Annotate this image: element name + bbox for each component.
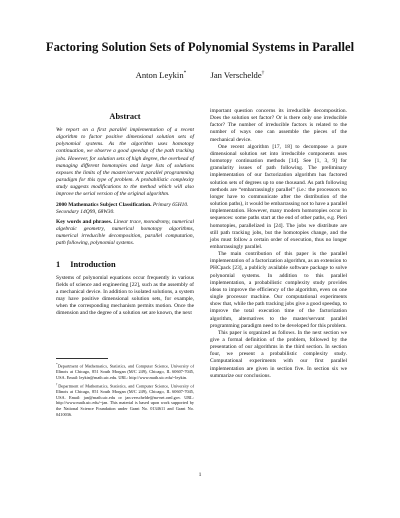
page-number: 1 bbox=[198, 472, 202, 478]
author-leykin bbox=[136, 70, 187, 80]
author-footnote-mark: † bbox=[261, 70, 265, 77]
author-verschelde bbox=[210, 70, 264, 80]
author-list bbox=[0, 70, 400, 80]
right-paragraph-4: This paper is organized as follows. In the next section we give a formal definition of the problem, followed by the presentation of our algorithms in the third section. In section four, we present a probabilistic complexity study. Computational experiments with our first parallel implementation are given in section five. In section six we summarize our conclusions. bbox=[210, 329, 347, 379]
abstract-text: We report on a first parallel implementation of a recent algorithm to factor positive dimensional solution sets of polynomial systems. As the algorithm uses homotopy continuation, we observe a good speedup of the path tracking jobs. However, for solution sets of high degree, the overhead of managing different homotopies and large lists of solutions exposes the limits of the master/servant parallel programming paradigm for this type of problem. A probabilistic complexity study suggests modifications to the method which will also improve the serial version of the original algorithm. bbox=[56, 127, 194, 198]
keywords-value: Linear trace, monodromy, numerical algebraic geometry, numerical homotopy algorithms, numerical irreducible decomposition, parallel computation, path following, polynomial systems. bbox=[56, 218, 195, 247]
footnote-leykin bbox=[56, 362, 194, 380]
intro-paragraph-1: Systems of polynomial equations occur frequently in various fields of science and engineering [22], such as the assembly of a mechanical device. In addition to isolated solutions, a system may have positive dimensional solution sets, for example, when the corresponding mechanism permits motion. Once the dimension and the degree of a solution set are known, the next bbox=[56, 274, 194, 317]
author-name: Jan Verschelde bbox=[210, 70, 262, 80]
section-number: 1 bbox=[56, 259, 61, 269]
msc-value: Primary 65H10. Secondary 14Q99, 68W30. bbox=[56, 201, 189, 215]
keywords-label: Key words and phrases. bbox=[56, 218, 113, 225]
paper-title: Factoring Solution Sets of Polynomial Systems in Parallel bbox=[45, 40, 355, 54]
left-column bbox=[56, 108, 194, 317]
right-paragraph-3: The main contribution of this paper is the parallel implementation of a factorization algorithm, as an extension to PHCpack [23], a publicly available software package to solve polynomial systems. In addition to this parallel implementation, a probabilistic complexity study provides ideas to improve the efficiency of the algorithm, even on one single processor machine. Our computational experiments show that, while the path tracking jobs give a good speedup, to improve the total execution time of the factorization algorithm, alternatives to the master/servant parallel programming paradigm need to be developed for this problem. bbox=[210, 251, 347, 329]
msc-classification bbox=[56, 202, 194, 216]
section-title: Introduction bbox=[70, 259, 116, 269]
footnote-text: Department of Mathematics, Statistics, and Computer Science, University of Illinois at Chicago, 851 South Morgan (M/C 249), Chicago, IL 60607-7045, USA. Email: leykin@math.uic.edu. URL: http://www.math.uic.edu/~leykin. bbox=[56, 363, 194, 380]
msc-label: 2000 Mathematics Subject Classification. bbox=[56, 201, 152, 208]
right-paragraph-2: One recent algorithm [17, 18] to decompose a pure dimensional solution set into irreducible components uses homotopy continuation methods [14]. See [1, 3, 9] for granularity issues of path following. The preliminary implementation of our factorization algorithm has factored solution sets of degrees up to one thousand. As path following methods are “embarrassingly parallel” (i.e.: the processors no longer have to communicate after the distribution of the solution paths), it would be embarrassing not to have a parallel implementation. However, many modern homotopies occur in sequences: some paths start at the end of other paths, e.g. Pieri homotopies, parallelized in [24]. The jobs we distribute are still path tracking jobs, but the homotopies change, and the jobs must follow a certain order of execution, thus no longer embarrassingly parallel. bbox=[210, 143, 347, 250]
footnote-text: Department of Mathematics, Statistics, and Computer Science, University of Illinois at Chicago, 851 South Morgan (M/C 249), Chicago, IL 60607-7045, USA. Email: jan@math.uic.edu or jan.verschelde@na-net.ornl.gov. URL: http://www.math.uic.edu/~jan. This material is based upon work supported by the National Science Foundation under Grant No. 0134611 and Grant No. 0410036. bbox=[56, 383, 195, 417]
author-name: Anton Leykin bbox=[135, 70, 184, 80]
footnote-verschelde bbox=[56, 382, 194, 417]
author-footnote-mark: * bbox=[183, 70, 187, 77]
keywords bbox=[56, 219, 194, 248]
footnote-mark: * bbox=[56, 362, 58, 366]
footnotes bbox=[56, 358, 194, 419]
right-paragraph-1: important question concerns its irreducible decomposition. Does the solution set factor? Or is there only one irreducible factor? The number of irreducible factors is related to the number of ways one can assemble the pieces of the mechanical device. bbox=[210, 108, 347, 143]
footnote-rule bbox=[56, 358, 108, 359]
footnote-mark: † bbox=[56, 382, 59, 387]
abstract-heading: Abstract bbox=[109, 112, 141, 121]
introduction-heading bbox=[56, 260, 194, 269]
right-column bbox=[210, 108, 347, 380]
